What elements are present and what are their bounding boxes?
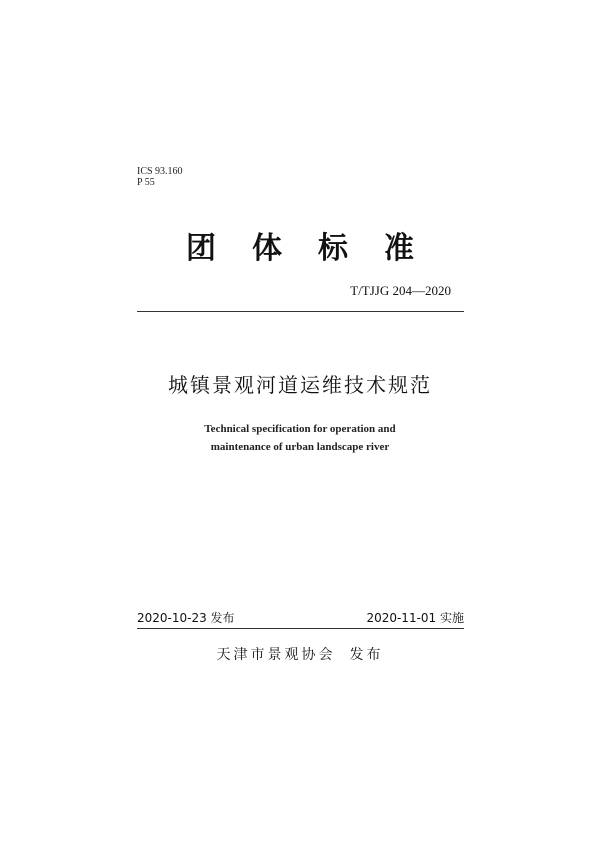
ccs-code: P 55 (137, 177, 155, 188)
title-english-line-1: Technical specification for operation and (204, 423, 396, 435)
issue-date: 2020-10-23 发布 (137, 611, 235, 625)
publisher-line (0, 645, 600, 665)
implementation-date: 2020-11-01 实施 (366, 611, 464, 625)
document-type-heading: 团体标准 (186, 231, 450, 266)
publisher-name: 天津市景观协会 (216, 647, 336, 663)
bottom-divider (137, 628, 464, 629)
standard-number: T/TJJG 204—2020 (350, 283, 451, 298)
title-chinese: 城镇景观河道运维技术规范 (168, 373, 432, 397)
publisher-action: 发布 (349, 647, 384, 663)
title-english (0, 420, 600, 456)
classification-codes (137, 166, 183, 188)
ics-code: ICS 93.160 (137, 166, 183, 177)
top-divider (137, 311, 464, 312)
title-english-line-2: maintenance of urban landscape river (210, 441, 390, 453)
